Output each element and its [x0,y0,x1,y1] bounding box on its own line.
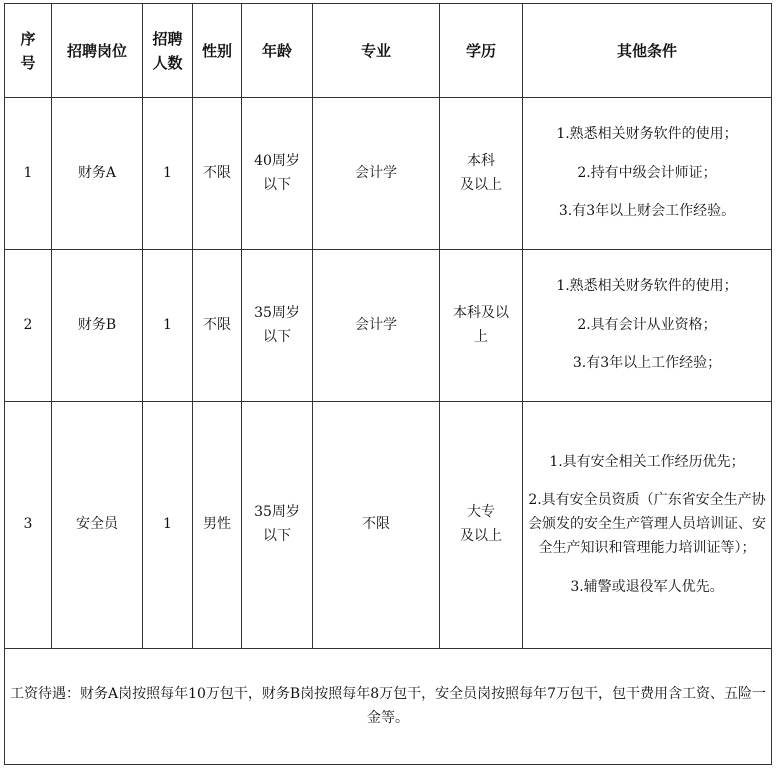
cell-line: 本科 [467,152,495,169]
row-age [242,250,313,402]
header-gender: 性别 [193,4,242,98]
header-seq-line2: 号 [20,53,36,72]
row-position: 安全员 [52,402,143,649]
row-seq: 2 [5,250,52,402]
row-seq: 3 [5,402,52,649]
header-education: 学历 [440,4,523,98]
row-education [440,98,523,250]
row-position: 财务A [52,98,143,250]
row-major: 会计学 [313,250,440,402]
table-row [5,402,772,649]
row-age [242,402,313,649]
header-count [143,4,193,98]
cell-line: 以下 [263,528,291,544]
condition-item: 3.辅警或退役军人优先。 [570,578,724,595]
row-major: 会计学 [313,98,440,250]
row-education [440,402,523,649]
table-row [5,250,772,402]
condition-item: 3.有3年以上工作经验； [572,355,722,372]
condition-item: 1.熟悉相关财务软件的使用； [556,277,738,294]
header-row [5,4,772,98]
cell-line: 本科及以 [453,304,509,321]
table-row [5,98,772,250]
row-age [242,98,313,250]
header-major: 专业 [313,4,440,98]
header-seq [5,4,52,98]
header-count-line1: 招聘 [152,29,183,48]
condition-item: 3.有3年以上财会工作经验。 [558,203,736,220]
cell-line: 上 [474,328,488,345]
row-count: 1 [143,250,193,402]
cell-line: 大专 [467,504,495,521]
row-conditions [523,402,772,649]
cell-line: 40周岁 [254,152,300,169]
row-education [440,250,523,402]
row-conditions [523,98,772,250]
row-seq: 1 [5,98,52,250]
condition-item: 1.熟悉相关财务软件的使用； [556,125,738,142]
row-position: 财务B [52,250,143,402]
condition-item: 2.持有中级会计师证； [577,164,717,181]
cell-line: 以下 [263,176,291,193]
row-count: 1 [143,402,193,649]
footer-row [5,649,772,765]
cell-line: 及以上 [460,176,502,193]
cell-line: 以下 [263,328,291,345]
condition-item: 2.具有会计从业资格； [577,316,717,333]
cell-line: 35周岁 [254,504,300,521]
header-seq-line1: 序 [20,29,36,48]
header-age: 年龄 [242,4,313,98]
condition-item: 2.具有安全员资质（广东省安全生产协会颁发的安全生产管理人员培训证、安全生产知识和管理能力培训证等）； [528,492,766,556]
condition-item: 1.具有安全相关工作经历优先； [549,453,745,470]
header-other: 其他条件 [523,4,772,98]
row-gender: 不限 [193,98,242,250]
cell-line: 35周岁 [254,304,300,321]
row-conditions [523,250,772,402]
row-count: 1 [143,98,193,250]
row-gender: 男性 [193,402,242,649]
row-major: 不限 [313,402,440,649]
row-gender: 不限 [193,250,242,402]
recruitment-table [4,3,772,765]
header-count-line2: 人数 [152,53,183,72]
salary-note: 工资待遇：财务A岗按照每年10万包干，财务B岗按照每年8万包干，安全员岗按照每年7万包干，包干费用含工资、五险一金等。 [5,649,772,765]
cell-line: 及以上 [460,528,502,544]
header-position: 招聘岗位 [52,4,143,98]
